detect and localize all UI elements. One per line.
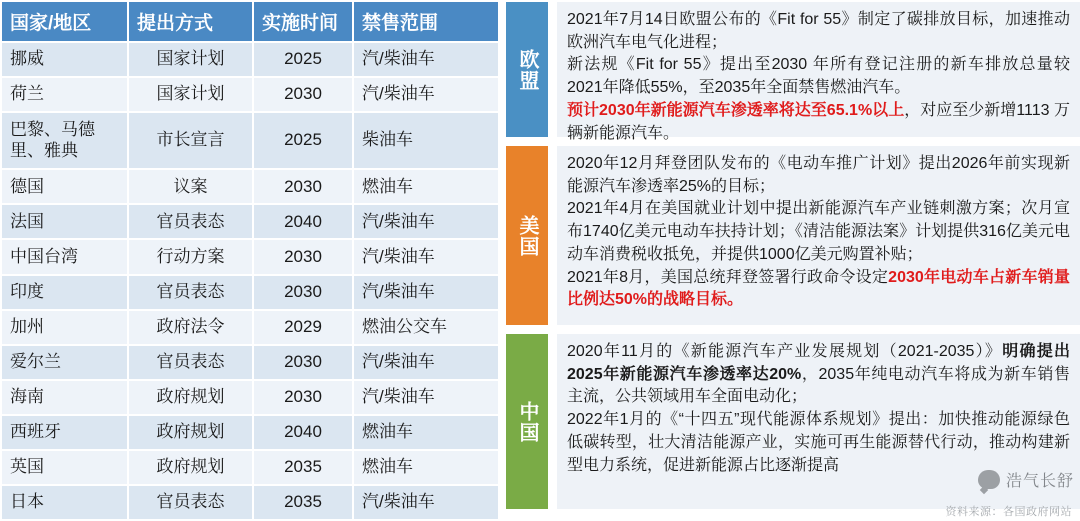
cell-time: 2040 — [253, 204, 353, 239]
table-row — [1, 42, 499, 77]
policy-block-eu — [506, 2, 1080, 142]
cell-scope: 燃油车 — [353, 415, 499, 450]
table-row — [1, 415, 499, 450]
cell-region: 德国 — [1, 169, 128, 204]
column-header-region: 国家/地区 — [1, 1, 128, 42]
cell-time: 2030 — [253, 345, 353, 380]
region-tag-eu: 欧盟 — [506, 2, 548, 137]
cell-time: 2030 — [253, 380, 353, 415]
cell-time: 2040 — [253, 415, 353, 450]
table-row — [1, 169, 499, 204]
policy-paragraph — [567, 153, 1070, 198]
cell-type: 政府规划 — [128, 415, 253, 450]
cell-time: 2030 — [253, 77, 353, 112]
cell-scope: 汽/柴油车 — [353, 275, 499, 310]
policy-text-eu — [557, 2, 1080, 142]
policy-text-us — [557, 146, 1080, 325]
policy-paragraph — [567, 9, 1070, 54]
cell-region: 中国台湾 — [1, 239, 128, 274]
policy-highlight-segment: 2030年电动车占新车销量比例达50%的战略目标。 — [567, 268, 1070, 309]
table-row — [1, 450, 499, 485]
cell-region: 荷兰 — [1, 77, 128, 112]
policy-paragraph — [567, 267, 1070, 312]
cell-region: 海南 — [1, 380, 128, 415]
cell-region: 巴黎、马德里、雅典 — [1, 112, 128, 169]
cell-time: 2030 — [253, 239, 353, 274]
cell-type: 国家计划 — [128, 42, 253, 77]
policy-text-segment: 2020年12月拜登团队发布的《电动车推广计划》提出2026年前实现新能源汽车渗透率25%的目标； — [567, 155, 1070, 195]
policy-text-segment: 2021年8月，美国总统拜登签署行政命令设定 — [567, 268, 889, 286]
cell-scope: 汽/柴油车 — [353, 345, 499, 380]
cell-region: 加州 — [1, 310, 128, 345]
cell-time: 2035 — [253, 450, 353, 485]
policy-text-segment: 2021年4月在美国就业计划中提出新能源汽车产业链刺激方案；次月宣布1740亿美元电动车扶持计划；《清洁能源法案》计划提供316亿美元电动车消费税收抵免，并提供1000亿美元购置补贴； — [567, 200, 1070, 263]
cell-region: 印度 — [1, 275, 128, 310]
cell-region: 法国 — [1, 204, 128, 239]
cell-type: 市长宣言 — [128, 112, 253, 169]
cell-time: 2029 — [253, 310, 353, 345]
cell-time: 2030 — [253, 275, 353, 310]
cell-time: 2025 — [253, 112, 353, 169]
region-tag-cn: 中国 — [506, 334, 548, 509]
wechat-icon — [978, 470, 1000, 489]
cell-scope: 汽/柴油车 — [353, 42, 499, 77]
policy-text-segment: ，2035年纯电动汽车将成为新车销售主流，公共领域用车全面电动化； — [567, 365, 1070, 406]
table-row — [1, 345, 499, 380]
cell-type: 政府规划 — [128, 380, 253, 415]
cell-time: 2035 — [253, 485, 353, 520]
cell-type: 官员表态 — [128, 345, 253, 380]
cell-region: 英国 — [1, 450, 128, 485]
column-header-scope: 禁售范围 — [353, 1, 499, 42]
cell-scope: 燃油公交车 — [353, 310, 499, 345]
region-tag-us: 美国 — [506, 146, 548, 325]
policy-paragraph — [567, 100, 1070, 145]
table-row — [1, 77, 499, 112]
cell-scope: 燃油车 — [353, 169, 499, 204]
cell-type: 官员表态 — [128, 204, 253, 239]
table-row — [1, 112, 499, 169]
cell-scope: 柴油车 — [353, 112, 499, 169]
policy-paragraph — [567, 54, 1070, 99]
policy-bold-segment: 明确提出 — [1002, 343, 1070, 360]
cell-type: 政府法令 — [128, 310, 253, 345]
table-row — [1, 275, 499, 310]
cell-time: 2025 — [253, 42, 353, 77]
cell-scope: 汽/柴油车 — [353, 204, 499, 239]
cell-type: 行动方案 — [128, 239, 253, 274]
cell-scope: 汽/柴油车 — [353, 380, 499, 415]
cell-region: 挪威 — [1, 42, 128, 77]
column-header-time: 实施时间 — [253, 1, 353, 42]
table-row — [1, 310, 499, 345]
cell-scope: 汽/柴油车 — [353, 77, 499, 112]
table-row — [1, 239, 499, 274]
policy-highlight-segment: 预计2030年新能源汽车渗透率将达至65.1%以上 — [567, 101, 905, 119]
cell-region: 爱尔兰 — [1, 345, 128, 380]
table-body — [1, 42, 499, 520]
policy-text-segment: 2020年11月的《新能源汽车产业发展规划（2021-2035）》 — [567, 343, 1003, 360]
cell-time: 2030 — [253, 169, 353, 204]
policy-paragraph — [567, 198, 1070, 266]
column-header-type: 提出方式 — [128, 1, 253, 42]
policy-paragraph — [567, 341, 1070, 409]
policy-text-segment: 2021年7月14日欧盟公布的《Fit for 55》制定了碳排放目标，加速推动欧洲汽车电气化进程； — [567, 11, 1070, 51]
policy-text-segment: ，对应至少新增1113 万辆新能源汽车。 — [567, 101, 1070, 142]
cell-type: 国家计划 — [128, 77, 253, 112]
table-row — [1, 204, 499, 239]
watermark-badge — [978, 468, 1074, 491]
cell-region: 西班牙 — [1, 415, 128, 450]
cell-region: 日本 — [1, 485, 128, 520]
region-policy-panel — [498, 0, 1080, 521]
cell-type: 政府规划 — [128, 450, 253, 485]
table-row — [1, 485, 499, 520]
cell-type: 官员表态 — [128, 485, 253, 520]
cell-scope: 燃油车 — [353, 450, 499, 485]
policy-bold-segment: 2025年新能源汽车渗透率达20% — [567, 365, 802, 383]
source-note: 资料来源：各国政府网站 — [945, 506, 1072, 518]
policy-block-us — [506, 146, 1080, 325]
table-header-row — [1, 1, 499, 42]
cell-type: 官员表态 — [128, 275, 253, 310]
watermark-label: 浩气长舒 — [1005, 473, 1074, 490]
table-row — [1, 380, 499, 415]
policy-text-segment: 2022年1月的《“十四五”现代能源体系规划》提出：加快推动能源绿色低碳转型，壮大清洁能源产业，实施可再生能源替代行动，推动构建新型电力系统，促进新能源占比逐渐提高 — [567, 411, 1070, 474]
ban-timeline-table — [0, 0, 500, 521]
cell-scope: 汽/柴油车 — [353, 239, 499, 274]
policy-text-segment: 新法规《Fit for 55》提出至2030 年所有登记注册的新车排放总量较2021年降低55%，至2035年全面禁售燃油汽车。 — [567, 56, 1070, 97]
cell-scope: 汽/柴油车 — [353, 485, 499, 520]
cell-type: 议案 — [128, 169, 253, 204]
ban-timeline-table-container — [0, 0, 498, 521]
